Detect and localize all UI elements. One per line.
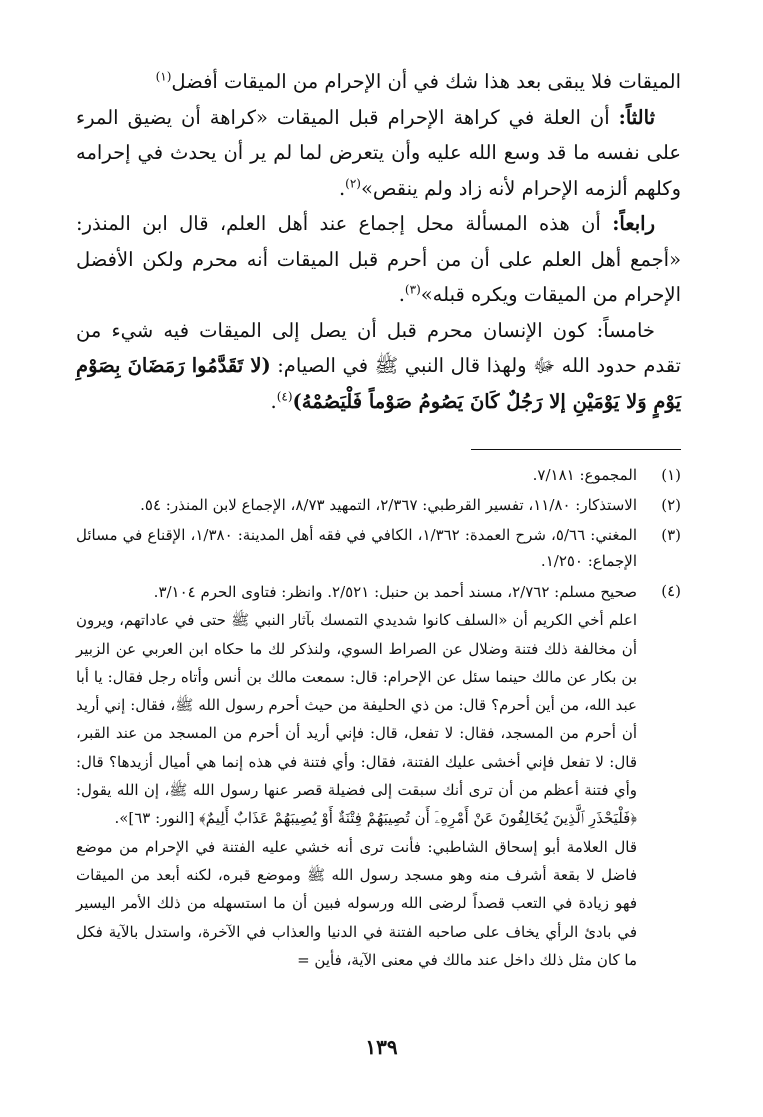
footnote-ref-3: (٣) (404, 282, 421, 297)
page (76, 64, 681, 978)
main-text (76, 64, 681, 419)
paragraph-1 (76, 64, 681, 100)
footnote-number: (٤) (661, 582, 681, 600)
page-number: ١٣٩ (365, 1035, 398, 1059)
fourthly-text: أن هذه المسألة محل إجماع عند أهل العلم، قال ابن المنذر: «أجمع أهل العلم على أن من أحرم قبل الميقات أنه محرم ولكن الأفضل الإحرام من الميقات ويكره قبله» (76, 212, 681, 306)
fifthly-end: . (270, 389, 277, 413)
footnote-text: الاستذكار: ١١/٨٠، تفسير القرطبي: ٢/٣٦٧، التمهيد ٨/٧٣، الإجماع لابن المنذر: ٥٤. (140, 496, 637, 514)
footnote-number: (١) (661, 466, 681, 484)
footnote-ref-4: (٤) (276, 389, 293, 403)
footnote-number: (٣) (661, 526, 681, 544)
footnote-number: (٢) (661, 496, 681, 514)
fourthly-end: . (398, 283, 405, 306)
footnote-separator (471, 449, 681, 450)
footnotes (76, 462, 681, 974)
footnote-text: المجموع: ٧/١٨١. (532, 466, 637, 484)
footnote-2 (76, 492, 681, 518)
paragraph-fifthly (76, 313, 681, 420)
fourthly-heading: رابعاً: (612, 212, 655, 235)
fifthly-text: كون الإنسان محرم قبل أن يصل إلى الميقات فيه شيء من تقدم حدود الله ﷻ ولهذا قال النبي ﷺ في الصيام: (76, 318, 681, 377)
footnote-1 (76, 462, 681, 488)
footnote-4-shatibi-quote: قال العلامة أبو إسحاق الشاطبي: فأنت ترى أنه خشي عليه الفتنة في الإحرام من موضع فاضل لا بقعة أشرف منه وهو مسجد رسول الله ﷺ وموضع قبره، لكنه أبعد من الميقات فهو زيادة في التعب قصداً لرضى الله ورسوله فبين أن ما استسهله من ذلك الأمر اليسير في بادئ الرأي يخاف على صاحبه الفتنة في الدنيا والعذاب في الآخرة، واستدل بالآية فكل ما كان مثل ذلك داخل عند مالك في معنى الآية، فأين = (76, 837, 637, 969)
thirdly-text: أن العلة في كراهة الإحرام قبل الميقات «كراهة أن يضيق المرء على نفسه ما قد وسع الله عليه وأن يتعرض لما لم ير أن يحدث في إحرامه وكلهم ألزمه الإحرام لأنه زاد ولم ينقص» (76, 105, 681, 200)
footnote-4 (76, 578, 681, 974)
footnote-ref-2: (٢) (345, 176, 361, 190)
paragraph-fourthly (76, 206, 681, 313)
footnote-text (76, 578, 637, 974)
footnote-ref-1: (١) (155, 69, 172, 84)
thirdly-end: . (338, 176, 346, 200)
paragraph-1-text: الميقات فلا يبقى بعد هذا شك في أن الإحرام من الميقات أفضل (171, 70, 681, 93)
fifthly-heading: خامساً: (596, 318, 655, 342)
thirdly-heading: ثالثاً: (618, 105, 655, 129)
footnote-3 (76, 522, 681, 574)
footnote-4-malik-narration: اعلم أخي الكريم أن «السلف كانوا شديدي التمسك بآثار النبي ﷺ حتى في عاداتهم، ويرون أن مخالفة ذلك فتنة وضلال عن الصراط السوي، ولنذكر لك ما حكاه ابن العربي عن الزبير بن بكار عن مالك حينما سئل عن الإحرام: قال: سمعت مالك بن أنس وأتاه رجل فقال: يا أبا عبد الله، من أين أحرم؟ قال: من ذي الحليفة من حيث أحرم رسول الله ﷺ، فقال: إني أريد أن أحرم من المسجد، فقال: لا تفعل، قال: فإني أريد أن أحرم من المسجد من عند القبر، قال: لا تفعل فإني أخشى عليك الفتنة، فقال: وأي فتنة في هذه إنما هي أميال أزيدها؟ قال: وأي فتنة أعظم من أن ترى أنك سبقت إلى فضيلة قصر عنها رسول الله ﷺ، إن الله يقول: ﴿فَلْيَحْذَرِ ٱلَّذِينَ يُخَالِفُونَ عَنْ أَمْرِهِۦٓ أَن تُصِيبَهُمْ فِتْنَةٌ أَوْ يُصِيبَهُمْ عَذَابٌ أَلِيمٌ﴾ [النور: ٦٣]». (76, 611, 637, 828)
footnote-4-sources: صحيح مسلم: ٢/٧٦٢، مسند أحمد بن حنبل: ٢/٥٢١. وانظر: فتاوى الحرم ٣/١٠٤. (153, 583, 637, 601)
hadith-quote: (لا تَقَدَّمُوا رَمَضَانَ بِصَوْمِ يَوْمٍ وَلا يَوْمَيْنِ إلا رَجُلٌ كَانَ يَصُومُ صَوْماً فَلْيَصُمْهُ) (76, 354, 681, 413)
footnote-text: المغني: ٥/٦٦، شرح العمدة: ١/٣٦٢، الكافي في فقه أهل المدينة: ١/٣٨٠، الإقناع في مسائل الإجماع: ١/٢٥٠. (76, 526, 637, 570)
paragraph-thirdly (76, 100, 681, 207)
